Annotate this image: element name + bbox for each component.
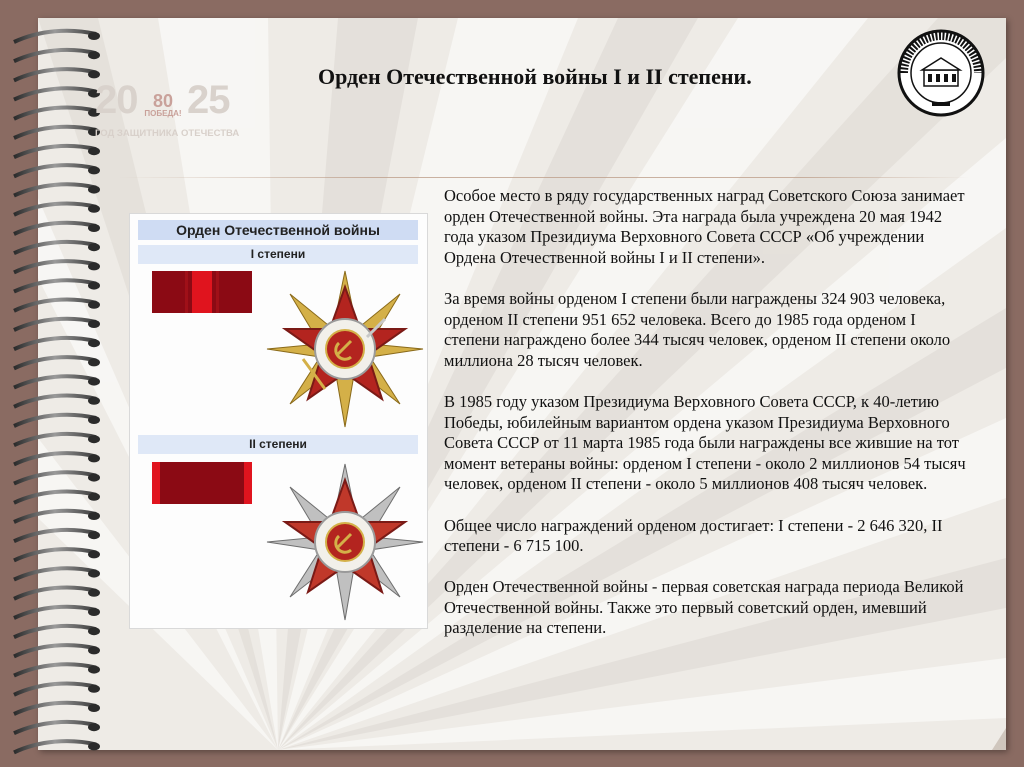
spiral-ring bbox=[14, 50, 96, 61]
degree-2-label: II степени bbox=[138, 435, 418, 454]
spiral-hole bbox=[88, 589, 100, 597]
spiral-hole bbox=[88, 32, 100, 40]
spiral-ring bbox=[14, 434, 96, 445]
spiral-hole bbox=[88, 224, 100, 232]
spiral-hole bbox=[88, 378, 100, 386]
spiral-hole bbox=[88, 474, 100, 482]
spiral-ring bbox=[14, 261, 96, 272]
order-infobox bbox=[129, 213, 428, 629]
paragraph: Особое место в ряду государственных наград Советского Союза занимает орден Отечественной войны. Эта награда была учреждена 20 мая 1942 года указом Президиума Верховного Совета СССР «Об учреждении Ордена Отечественной войны I и II степени». bbox=[444, 186, 965, 267]
spiral-ring bbox=[14, 338, 96, 349]
spiral-ring bbox=[14, 530, 96, 541]
spiral-hole bbox=[88, 454, 100, 462]
spiral-ring bbox=[14, 396, 96, 407]
spiral-ring bbox=[14, 31, 96, 42]
spiral-hole bbox=[88, 397, 100, 405]
spiral-ring bbox=[14, 184, 96, 195]
spiral-ring bbox=[14, 511, 96, 522]
spiral-ring bbox=[14, 549, 96, 560]
spiral-hole bbox=[88, 301, 100, 309]
spiral-hole bbox=[88, 666, 100, 674]
paragraph: Общее число награждений орденом достигает: I степени - 2 646 320, II степени - 6 715 100. bbox=[444, 515, 943, 556]
spiral-ring bbox=[14, 453, 96, 464]
spiral-ring bbox=[14, 204, 96, 215]
paragraph: В 1985 году указом Президиума Верховного Совета СССР, к 40-летию Победы, юбилейным вариантом ордена указом Президиума Верховного Совета СССР от 11 марта 1985 года были награждены все жившие на тот момент ветераны войны: орденом I степени - около 2 миллионов 54 тысяч человек, орденом II степени - около 5 миллионов 408 тысяч человек. bbox=[444, 391, 966, 494]
spiral-hole bbox=[88, 704, 100, 712]
spiral-hole bbox=[88, 358, 100, 366]
spiral-ring bbox=[14, 242, 96, 253]
spiral-hole bbox=[88, 262, 100, 270]
spiral-hole bbox=[88, 685, 100, 693]
spiral-ring bbox=[14, 280, 96, 291]
spiral-hole bbox=[88, 339, 100, 347]
museum-emblem-icon bbox=[896, 28, 986, 118]
spiral-ring bbox=[14, 722, 96, 733]
spiral-hole bbox=[88, 416, 100, 424]
spiral-hole bbox=[88, 723, 100, 731]
spiral-ring bbox=[14, 165, 96, 176]
spiral-hole bbox=[88, 205, 100, 213]
infobox-heading: Орден Отечественной войны bbox=[138, 220, 418, 240]
spiral-ring bbox=[14, 319, 96, 330]
paragraph: За время войны орденом I степени были награждены 324 903 человека, орденом II степени 951 652 человека. Всего до 1985 года орденом I степени награждено более 344 тысяч человек, орденом II степени около миллиона 28 тысяч человек. bbox=[444, 288, 951, 370]
spiral-ring bbox=[14, 300, 96, 311]
spiral-hole bbox=[88, 166, 100, 174]
logo-year-left: 20 bbox=[95, 78, 138, 122]
logo-victory-badge bbox=[143, 92, 183, 124]
spiral-ring bbox=[14, 607, 96, 618]
spiral-ring bbox=[14, 223, 96, 234]
spiral-hole bbox=[88, 435, 100, 443]
spiral-hole bbox=[88, 186, 100, 194]
spiral-hole bbox=[88, 627, 100, 635]
spiral-hole bbox=[88, 320, 100, 328]
spiral-ring bbox=[14, 472, 96, 483]
spiral-ring bbox=[14, 588, 96, 599]
spiral-hole bbox=[88, 493, 100, 501]
logo-badge-number: 80 bbox=[152, 91, 174, 111]
spiral-hole bbox=[88, 608, 100, 616]
page-title: Орден Отечественной войны I и II степени. bbox=[318, 64, 752, 89]
spiral-ring bbox=[14, 146, 96, 157]
spiral-hole bbox=[88, 282, 100, 290]
article-body bbox=[444, 186, 969, 660]
header-divider bbox=[118, 177, 970, 178]
spiral-ring bbox=[14, 69, 96, 80]
spiral-hole bbox=[88, 570, 100, 578]
spiral-ring bbox=[14, 108, 96, 119]
spiral-hole bbox=[88, 550, 100, 558]
spiral-ring bbox=[14, 645, 96, 656]
year-logo bbox=[95, 48, 280, 148]
spiral-ring bbox=[14, 376, 96, 387]
spiral-ring bbox=[14, 492, 96, 503]
logo-badge-text: ПОБЕДА! bbox=[144, 109, 182, 118]
spiral-ring bbox=[14, 127, 96, 138]
spiral-ring bbox=[14, 415, 96, 426]
ribbon-degree-2 bbox=[152, 462, 252, 504]
spiral-ring bbox=[14, 626, 96, 637]
paragraph: Орден Отечественной войны - первая советская награда периода Великой Отечественной войны. Также это первый советский орден, имевший разделение на степени. bbox=[444, 577, 964, 638]
spiral-ring bbox=[14, 741, 96, 752]
order-degree-1-image bbox=[265, 269, 425, 429]
spiral-ring bbox=[14, 568, 96, 579]
spiral-ring bbox=[14, 357, 96, 368]
spiral-hole bbox=[88, 742, 100, 750]
spiral-hole bbox=[88, 147, 100, 155]
order-degree-2-image bbox=[265, 462, 425, 622]
spiral-hole bbox=[88, 243, 100, 251]
logo-subtitle: ГОД ЗАЩИТНИКА ОТЕЧЕСТВА bbox=[95, 128, 240, 139]
spiral-hole bbox=[88, 531, 100, 539]
spiral-ring bbox=[14, 88, 96, 99]
spiral-hole bbox=[88, 512, 100, 520]
logo-year-right: 25 bbox=[187, 78, 230, 122]
spiral-ring bbox=[14, 664, 96, 675]
spiral-hole bbox=[88, 646, 100, 654]
ribbon-degree-1 bbox=[152, 271, 252, 313]
degree-1-label: I степени bbox=[138, 245, 418, 264]
spiral-ring bbox=[14, 703, 96, 714]
spiral-ring bbox=[14, 684, 96, 695]
